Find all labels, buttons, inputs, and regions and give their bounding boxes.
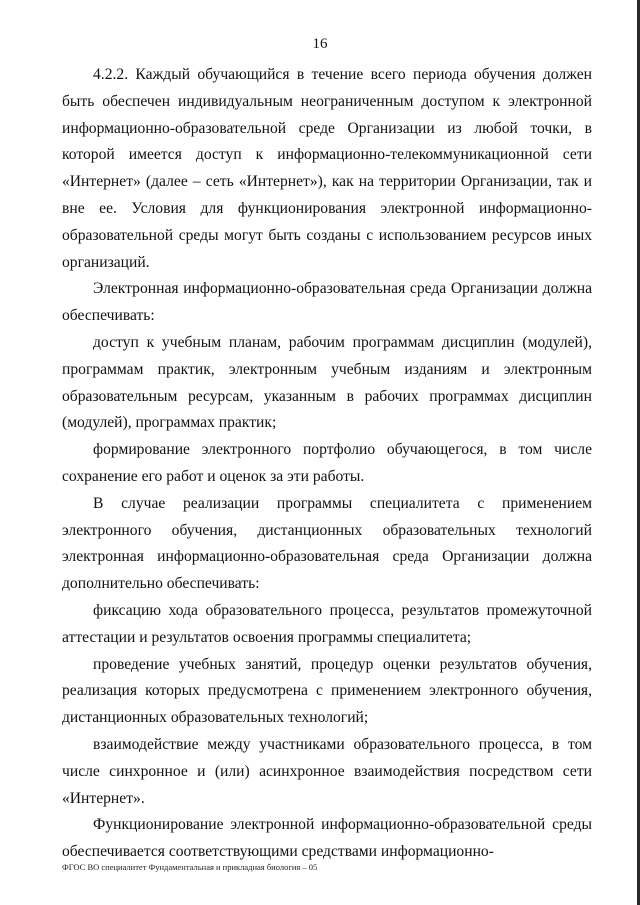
- document-body: [62, 62, 592, 866]
- paragraph-distance-learning: В случае реализации программы специалитета с применением электронного обучения, дистанционных образовательных технологий электронная информационно-образовательная среда Организации должна дополнительно обеспечивать:: [62, 494, 592, 593]
- paragraph-interaction: взаимодействие между участниками образовательного процесса, в том числе синхронное и (или) асинхронное взаимодействия посредством сети «Интернет».: [62, 735, 592, 807]
- paragraph-functioning: Функционирование электронной информационно-образовательной среды обеспечивается соответствующими средствами информационно-: [62, 816, 592, 861]
- paragraph-4-2-2: 4.2.2. Каждый обучающийся в течение всего периода обучения должен быть обеспечен индивидуальным неограниченным доступом к электронной информационно-образовательной среде Организации из любой точки, в которой имеется доступ к информационно-телекоммуникационной сети «Интернет» (далее – сеть «Интернет»), как на территории Организации, так и вне ее. Условия для функционирования электронной информационно-образовательной среды могут быть созданы с использованием ресурсов иных организаций.: [62, 66, 592, 271]
- paragraph-ios-requirements: Электронная информационно-образовательная среда Организации должна обеспечивать:: [62, 280, 592, 325]
- paragraph-portfolio: формирование электронного портфолио обучающегося, в том числе сохранение его работ и оценок за эти работы.: [62, 441, 592, 485]
- page-number: 16: [312, 36, 328, 52]
- paragraph-access: доступ к учебным планам, рабочим программам дисциплин (модулей), программам практик, электронным учебным изданиям и электронным образовательным ресурсам, указанным в рабочих программах дисциплин (модулей), программах практик;: [62, 333, 592, 432]
- page-footer: ФГОС ВО специалитет Фундаментальная и прикладная биология – 05: [62, 862, 318, 872]
- paragraph-classes: проведение учебных занятий, процедур оценки результатов обучения, реализация которых предусмотрена с применением электронного обучения, дистанционных образовательных технологий;: [62, 655, 592, 727]
- paragraph-fixation: фиксацию хода образовательного процесса, результатов промежуточной аттестации и результатов освоения программы специалитета;: [62, 601, 592, 646]
